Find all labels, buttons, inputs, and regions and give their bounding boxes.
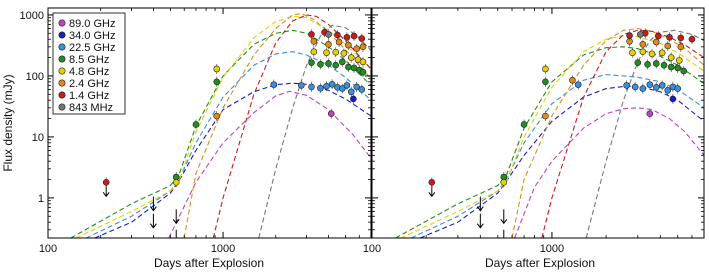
right-point-2-4-ghz xyxy=(569,77,575,83)
right-point-2-4-ghz xyxy=(542,113,548,119)
left-point-1-4-ghz xyxy=(103,179,109,185)
left-x-tick-label: 1000 xyxy=(210,243,236,255)
left-point-22-5-ghz xyxy=(298,82,304,88)
left-point-8-5-ghz xyxy=(325,60,331,66)
right-point-2-4-ghz xyxy=(678,44,684,50)
left-y-tick-label: 1 xyxy=(37,192,44,205)
left-point-4-8-ghz xyxy=(324,50,330,56)
left-point-8-5-ghz xyxy=(339,59,345,65)
left-point-4-8-ghz xyxy=(348,55,354,61)
right-point-1-4-ghz xyxy=(429,179,435,185)
legend-marker-89-0-ghz xyxy=(59,20,65,26)
right-point-22-5-ghz xyxy=(665,87,671,93)
legend-label-2-4-ghz: 2.4 GHz xyxy=(69,78,110,90)
left-point-4-8-ghz xyxy=(173,179,179,185)
right-x-axis-label: Days after Explosion xyxy=(484,256,596,270)
left-point-2-4-ghz xyxy=(336,39,342,45)
left-point-8-5-ghz xyxy=(193,121,199,127)
right-point-8-5-ghz xyxy=(645,61,651,67)
left-point-34-0-ghz xyxy=(350,96,356,102)
right-point-1-4-ghz xyxy=(655,33,661,39)
left-point-22-5-ghz xyxy=(317,85,323,91)
left-point-4-8-ghz xyxy=(333,49,339,55)
right-point-22-5-ghz xyxy=(659,82,665,88)
left-point-843-mhz xyxy=(325,31,331,37)
right-point-8-5-ghz xyxy=(653,60,659,66)
legend-marker-22-5-ghz xyxy=(59,44,65,50)
right-point-22-5-ghz xyxy=(653,84,659,90)
right-point-89-0-ghz xyxy=(647,111,653,117)
left-point-8-5-ghz xyxy=(317,61,323,67)
left-point-2-4-ghz xyxy=(354,46,360,52)
left-x-tick-label: 100 xyxy=(38,243,58,255)
left-point-22-5-ghz xyxy=(344,82,350,88)
legend-label-89-0-ghz: 89.0 GHz xyxy=(69,18,116,30)
legend-label-1-4-ghz: 1.4 GHz xyxy=(69,90,110,102)
left-point-8-5-ghz xyxy=(333,62,339,68)
right-point-4-8-ghz xyxy=(640,49,646,55)
legend-marker-1-4-ghz xyxy=(59,92,65,98)
left-point-22-5-ghz xyxy=(271,82,277,88)
legend-marker-843-mhz xyxy=(59,104,65,110)
legend-label-8-5-ghz: 8.5 GHz xyxy=(69,54,110,66)
right-x-tick-label: 1000 xyxy=(539,243,565,255)
left-point-1-4-ghz xyxy=(334,32,340,38)
right-point-4-8-ghz xyxy=(501,179,507,185)
right-point-4-8-ghz xyxy=(542,66,548,72)
left-point-2-4-ghz xyxy=(345,42,351,48)
left-panel xyxy=(1,8,371,270)
legend-label-843-mhz: 843 MHz xyxy=(69,102,114,114)
right-point-22-5-ghz xyxy=(640,86,646,92)
legend-label-22-5-ghz: 22.5 GHz xyxy=(69,42,116,54)
legend-label-4-8-ghz: 4.8 GHz xyxy=(69,66,110,78)
right-point-8-5-ghz xyxy=(668,64,674,70)
right-point-8-5-ghz xyxy=(661,62,667,68)
right-panel xyxy=(363,8,704,270)
legend-label-34-0-ghz: 34.0 GHz xyxy=(69,30,116,42)
right-point-4-8-ghz xyxy=(649,51,655,57)
left-point-4-8-ghz xyxy=(360,59,366,65)
right-point-34-0-ghz xyxy=(670,96,676,102)
right-point-8-5-ghz xyxy=(681,68,687,74)
left-point-2-4-ghz xyxy=(360,44,366,50)
right-point-8-5-ghz xyxy=(635,60,641,66)
legend-marker-4-8-ghz xyxy=(59,68,65,74)
right-point-4-8-ghz xyxy=(659,50,665,56)
left-point-8-5-ghz xyxy=(360,69,366,75)
left-point-4-8-ghz xyxy=(341,50,347,56)
right-point-843-mhz xyxy=(637,31,643,37)
left-point-2-4-ghz xyxy=(325,41,331,47)
left-y-tick-label: 1000 xyxy=(19,9,44,22)
left-point-1-4-ghz xyxy=(308,31,314,37)
right-point-1-4-ghz xyxy=(627,33,633,39)
left-point-22-5-ghz xyxy=(359,86,365,92)
left-point-22-5-ghz xyxy=(324,83,330,89)
left-point-1-4-ghz xyxy=(351,33,357,39)
right-point-1-4-ghz xyxy=(689,36,695,42)
left-point-8-5-ghz xyxy=(308,60,314,66)
left-point-1-4-ghz xyxy=(344,34,350,40)
right-point-22-5-ghz xyxy=(647,82,653,88)
left-point-8-5-ghz xyxy=(214,79,220,85)
left-x-axis-label: Days after Explosion xyxy=(153,256,265,270)
left-point-22-5-ghz xyxy=(348,89,354,95)
legend xyxy=(53,13,125,114)
left-y-tick-label: 100 xyxy=(25,70,44,83)
right-x-tick-label: 100 xyxy=(362,243,382,255)
right-point-22-5-ghz xyxy=(575,82,581,88)
right-point-22-5-ghz xyxy=(675,86,681,92)
legend-marker-8-5-ghz xyxy=(59,56,65,62)
right-point-4-8-ghz xyxy=(629,50,635,56)
left-point-22-5-ghz xyxy=(308,84,314,90)
left-point-1-4-ghz xyxy=(359,36,365,42)
right-point-2-4-ghz xyxy=(665,43,671,49)
left-point-4-8-ghz xyxy=(311,49,317,55)
right-point-2-4-ghz xyxy=(640,41,646,47)
left-y-axis-label: Flux density (mJy) xyxy=(1,74,15,172)
right-point-8-5-ghz xyxy=(675,65,681,71)
left-y-tick-label: 10 xyxy=(31,131,44,144)
right-point-4-8-ghz xyxy=(668,55,674,61)
legend-marker-2-4-ghz xyxy=(59,80,65,86)
right-point-1-4-ghz xyxy=(678,35,684,41)
right-point-22-5-ghz xyxy=(624,82,630,88)
right-point-1-4-ghz xyxy=(666,34,672,40)
left-point-4-8-ghz xyxy=(214,66,220,72)
left-point-8-5-ghz xyxy=(345,64,351,70)
left-point-2-4-ghz xyxy=(214,113,220,119)
right-point-22-5-ghz xyxy=(632,84,638,90)
right-point-8-5-ghz xyxy=(521,121,527,127)
left-point-89-0-ghz xyxy=(328,111,334,117)
legend-marker-34-0-ghz xyxy=(59,32,65,38)
right-point-4-8-ghz xyxy=(676,57,682,63)
right-point-8-5-ghz xyxy=(542,79,548,85)
